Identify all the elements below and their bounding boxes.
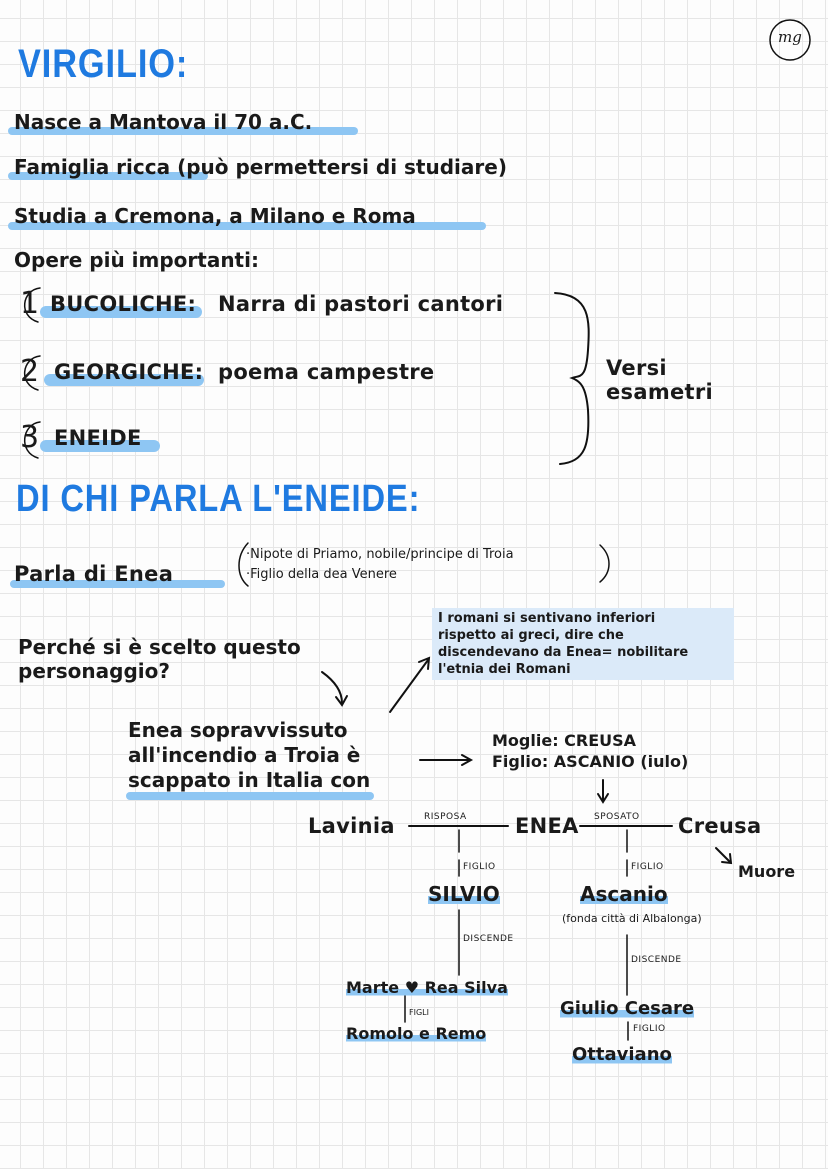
tree-silvio: SILVIO [428,882,500,906]
section2-title: DI CHI PARLA L'ENEIDE: [16,478,421,520]
tree-romolo-remo: Romolo e Remo [346,1024,487,1043]
tree-lavinia: Lavinia [308,814,395,838]
enea-story-line2: all'incendio a Troia è [128,743,361,767]
work-name-georgiche: GEORGICHE: [54,360,204,384]
tree-ascanio-note: (fonda città di Albalonga) [562,912,702,925]
work-desc-bucoliche: Narra di pastori cantori [218,292,504,316]
enea-story-line3: scappato in Italia con [128,768,371,792]
birth-fact: Nasce a Mantova il 70 a.C. [14,110,313,134]
work-number-1: 1 [20,286,40,321]
answer-line4: l'etnia dei Romani [438,662,571,677]
tree-discende-silvio: DISCENDE [463,934,514,944]
question-line2: personaggio? [18,659,170,683]
arrow-question [322,672,342,703]
family-info [492,730,688,772]
page-title: VIRGILIO: [18,42,189,86]
heart-icon: ♥ [404,978,420,997]
tree-rea-silva: Rea Silva [424,978,508,997]
work-name-eneide: ENEIDE [54,426,142,450]
enea-bullets [246,545,514,585]
answer-line3: discendevano da Enea= nobilitare [438,645,689,660]
tree-sposato: SPOSATO [594,812,640,822]
tree-ottaviano: Ottaviano [572,1044,672,1065]
question [18,635,301,683]
family-fact [14,155,507,179]
enea-bullet-2: ·Figlio della dea Venere [246,567,397,582]
work-name-bucoliche: BUCOLICHE: [50,292,197,316]
family-fact-note: (può permettersi di studiare) [177,155,507,179]
family-info-wife: Moglie: CREUSA [492,731,637,750]
tree-figli: FIGLI [409,1008,429,1017]
family-fact-main: Famiglia ricca [14,155,171,179]
family-info-son: Figlio: ASCANIO (iulo) [492,752,689,771]
answer-line2: rispetto ai greci, dire che [438,628,624,643]
speaks-of: Parla di Enea [14,562,174,586]
work-number-2: 2 [20,354,40,389]
tree-creusa: Creusa [678,814,762,838]
verse-note-line1: Versi [606,356,667,380]
tree-ascanio: Ascanio [580,882,668,906]
tree-enea: ENEA [515,814,579,838]
tree-figlio-silvio: FIGLIO [463,862,496,872]
works-brace [555,293,589,464]
answer-box [432,608,734,680]
logo: mg [778,28,802,46]
arrow-to-box [390,660,428,712]
tree-discende-ascanio: DISCENDE [631,955,682,965]
hl-escaped [126,792,374,800]
study-fact: Studia a Cremona, a Milano e Roma [14,204,416,228]
tree-marte-rea [346,978,508,997]
bullets-right-paren [600,545,609,582]
tree-figlio-ascanio: FIGLIO [631,862,664,872]
enea-story [128,718,370,793]
verse-note [606,356,713,404]
tree-muore: Muore [738,862,796,881]
work-number-3: 3 [20,420,40,455]
verse-note-line2: esametri [606,380,714,404]
tree-figlio-ottaviano: FIGLIO [633,1024,666,1034]
tree-marte: Marte [346,978,400,997]
enea-story-line1: Enea sopravvissuto [128,718,348,742]
answer-line1: I romani si sentivano inferiori [438,611,656,626]
tree-risposa: RISPOSA [424,812,467,822]
works-heading: Opere più importanti: [14,248,259,272]
work-desc-georgiche: poema campestre [218,360,435,384]
question-line1: Perché si è scelto questo [18,635,301,659]
tree-giulio-cesare: Giulio Cesare [560,998,695,1019]
enea-bullet-1: ·Nipote di Priamo, nobile/principe di Troia [246,547,514,562]
arrow-muore [716,848,730,862]
arrow-to-box-head [419,658,429,669]
